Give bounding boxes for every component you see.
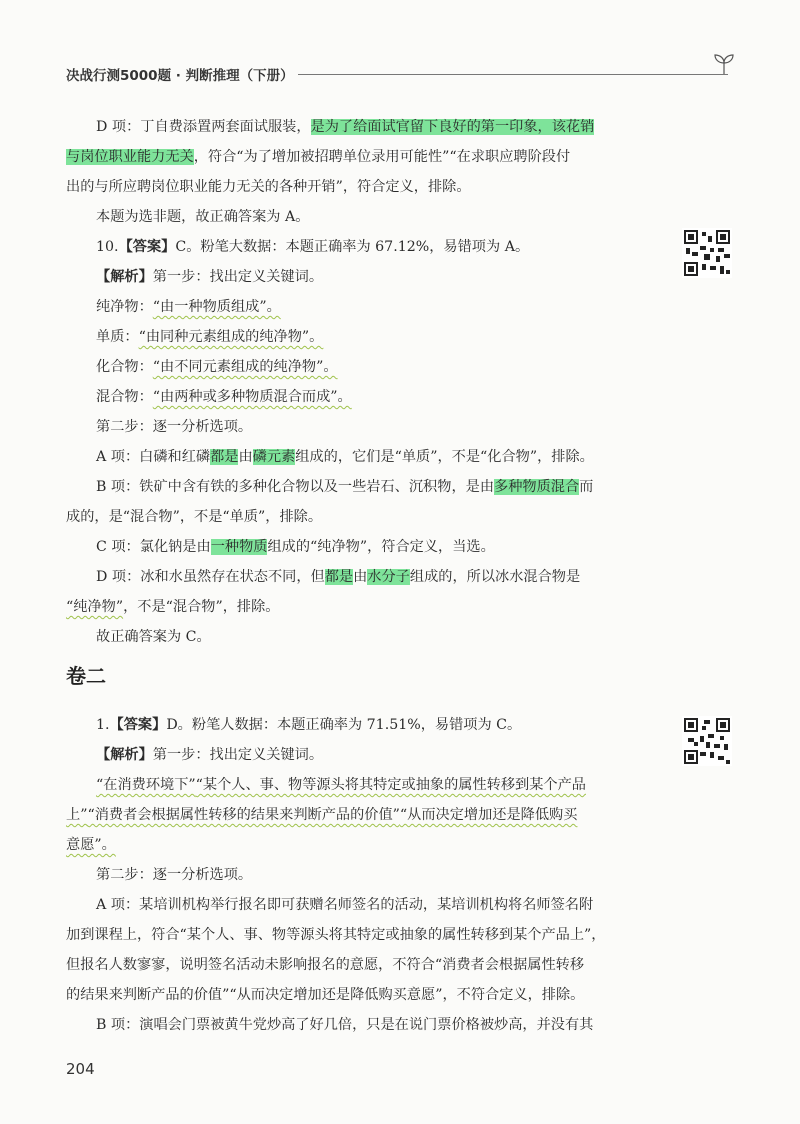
keyword: “某个人、事、物等源头将其特定或抽象的属性转移到某个产品 — [195, 777, 586, 793]
book-title: 决战行测5000题 · 判断推理（下册） — [66, 68, 294, 84]
sprout-icon — [712, 52, 736, 76]
option-b-line2: 成的，是“混合物”，不是“单质”，排除。 — [66, 509, 323, 525]
def-text: “由不同元素组成的纯净物”。 — [152, 359, 338, 375]
q1-analysis — [66, 740, 664, 770]
highlight: 多种物质混合 — [494, 479, 580, 495]
definition-line — [66, 382, 664, 412]
definition-line — [66, 352, 664, 382]
paragraph-d-item — [66, 112, 664, 142]
q1-answer — [66, 710, 664, 740]
keyword-line-2 — [66, 800, 664, 830]
def-label: 单质： — [96, 329, 139, 345]
question-number: 10. — [96, 239, 119, 255]
text-span: 而 — [579, 479, 594, 495]
text-span: 由 — [238, 449, 253, 465]
main-text-block-2 — [66, 710, 664, 1040]
page-number: 204 — [66, 1060, 95, 1078]
paragraph-d-item-line3: 出的与所应聘岗位职业能力无关的各种开销”，符合定义，排除。 — [66, 179, 471, 195]
running-header — [66, 64, 736, 88]
option-a-line: A 项：某培训机构举行报名即可获赠名师签名的活动，某培训机构将名师签名附 — [96, 897, 594, 913]
qr-code-icon[interactable] — [682, 716, 732, 766]
paragraph-d-item-line2 — [66, 142, 664, 172]
text-span: A 项：白磷和红磷 — [96, 449, 211, 465]
text-span: D 项：冰和水虽然存在状态不同，但 — [96, 569, 325, 585]
keyword: 上” — [66, 807, 88, 823]
analysis-tag: 【解析】 — [96, 269, 153, 285]
analysis-tag: 【解析】 — [96, 747, 153, 763]
text-span: C 项：氯化钠是由 — [96, 539, 211, 555]
step-text: 第一步：找出定义关键词。 — [152, 269, 324, 285]
keyword-line-3 — [66, 830, 664, 860]
highlight: 与岗位职业能力无关 — [66, 149, 194, 165]
def-text: “由一种物质组成”。 — [152, 299, 281, 315]
def-label: 化合物： — [96, 359, 153, 375]
option-b — [66, 472, 664, 502]
text-span: ，不是“混合物”，排除。 — [123, 599, 280, 615]
keyword: “消费者会根据属性转移的结果来判断产品的价值” — [87, 807, 400, 823]
keyword: “从而决定增加还是降低购买 — [399, 807, 578, 823]
text-span: B 项：铁矿中含有铁的多种化合物以及一些岩石、沉积物，是由 — [96, 479, 495, 495]
text-span: 组成的，所以冰水混合物是 — [409, 569, 581, 585]
text-span: ，符合“为了增加被招聘单位录用可能性”“在求职应聘阶段付 — [193, 149, 571, 165]
definition-line — [66, 322, 664, 352]
option-a-line: 但报名人数寥寥，说明签名活动未影响报名的意愿，不符合“消费者会根据属性转移 — [66, 957, 585, 973]
text-span: 组成的，它们是“单质”，不是“化合物”，排除。 — [295, 449, 594, 465]
conclusion-c: 故正确答案为 C。 — [96, 629, 211, 645]
header-rule — [298, 74, 728, 75]
text-span: 组成的“纯净物”，符合定义，当选。 — [267, 539, 495, 555]
q10-answer — [66, 232, 664, 262]
option-d — [66, 562, 664, 592]
keyword: “在消费环境下” — [96, 777, 196, 793]
section-title: 卷二 — [66, 664, 106, 688]
conclusion-a: 本题为选非题，故正确答案为 A。 — [96, 209, 310, 225]
text-span: 由 — [353, 569, 368, 585]
highlight: 水分子 — [367, 569, 410, 585]
def-label: 纯净物： — [96, 299, 153, 315]
step2: 第二步：逐一分析选项。 — [96, 419, 253, 435]
main-text-block-1 — [66, 112, 664, 652]
highlight: 磷元素 — [252, 449, 296, 465]
step2: 第二步：逐一分析选项。 — [96, 867, 253, 883]
highlight: 是为了给面试官留下良好的第一印象，该花销 — [310, 119, 595, 135]
qr-code-icon[interactable] — [682, 228, 732, 278]
option-a — [66, 442, 664, 472]
option-b-line: B 项：演唱会门票被黄牛党炒高了好几倍，只是在说门票价格被炒高，并没有其 — [96, 1017, 594, 1033]
answer-text: D。粉笔人数据：本题正确率为 71.51%，易错项为 C。 — [166, 717, 522, 733]
def-text: “由同种元素组成的纯净物”。 — [138, 329, 324, 345]
definition-line — [66, 292, 664, 322]
keyword: 意愿”。 — [66, 837, 116, 853]
highlight: 一种物质 — [210, 539, 268, 555]
highlight: 都是 — [324, 569, 354, 585]
highlight: 都是 — [210, 449, 239, 465]
def-label: 混合物： — [96, 389, 153, 405]
option-a-line: 的结果来判断产品的价值”“从而决定增加还是降低购买意愿”，不符合定义，排除。 — [66, 987, 585, 1003]
step-text: 第一步：找出定义关键词。 — [152, 747, 324, 763]
answer-tag: 【答案】 — [118, 239, 176, 255]
q10-analysis — [66, 262, 664, 292]
option-a-line: 加到课程上，符合“某个人、事、物等源头将其特定或抽象的属性转移到某个产品上”， — [66, 927, 606, 943]
keyword-line-1 — [66, 770, 664, 800]
option-d-line2 — [66, 592, 664, 622]
question-number: 1. — [96, 717, 110, 733]
def-text: “由两种或多种物质混合而成”。 — [152, 389, 352, 405]
answer-tag: 【答案】 — [109, 717, 167, 733]
text-span: D 项：丁自费添置两套面试服装， — [96, 119, 311, 135]
option-c — [66, 532, 664, 562]
text-span: “纯净物” — [66, 599, 124, 615]
answer-text: C。粉笔大数据：本题正确率为 67.12%，易错项为 A。 — [175, 239, 530, 255]
